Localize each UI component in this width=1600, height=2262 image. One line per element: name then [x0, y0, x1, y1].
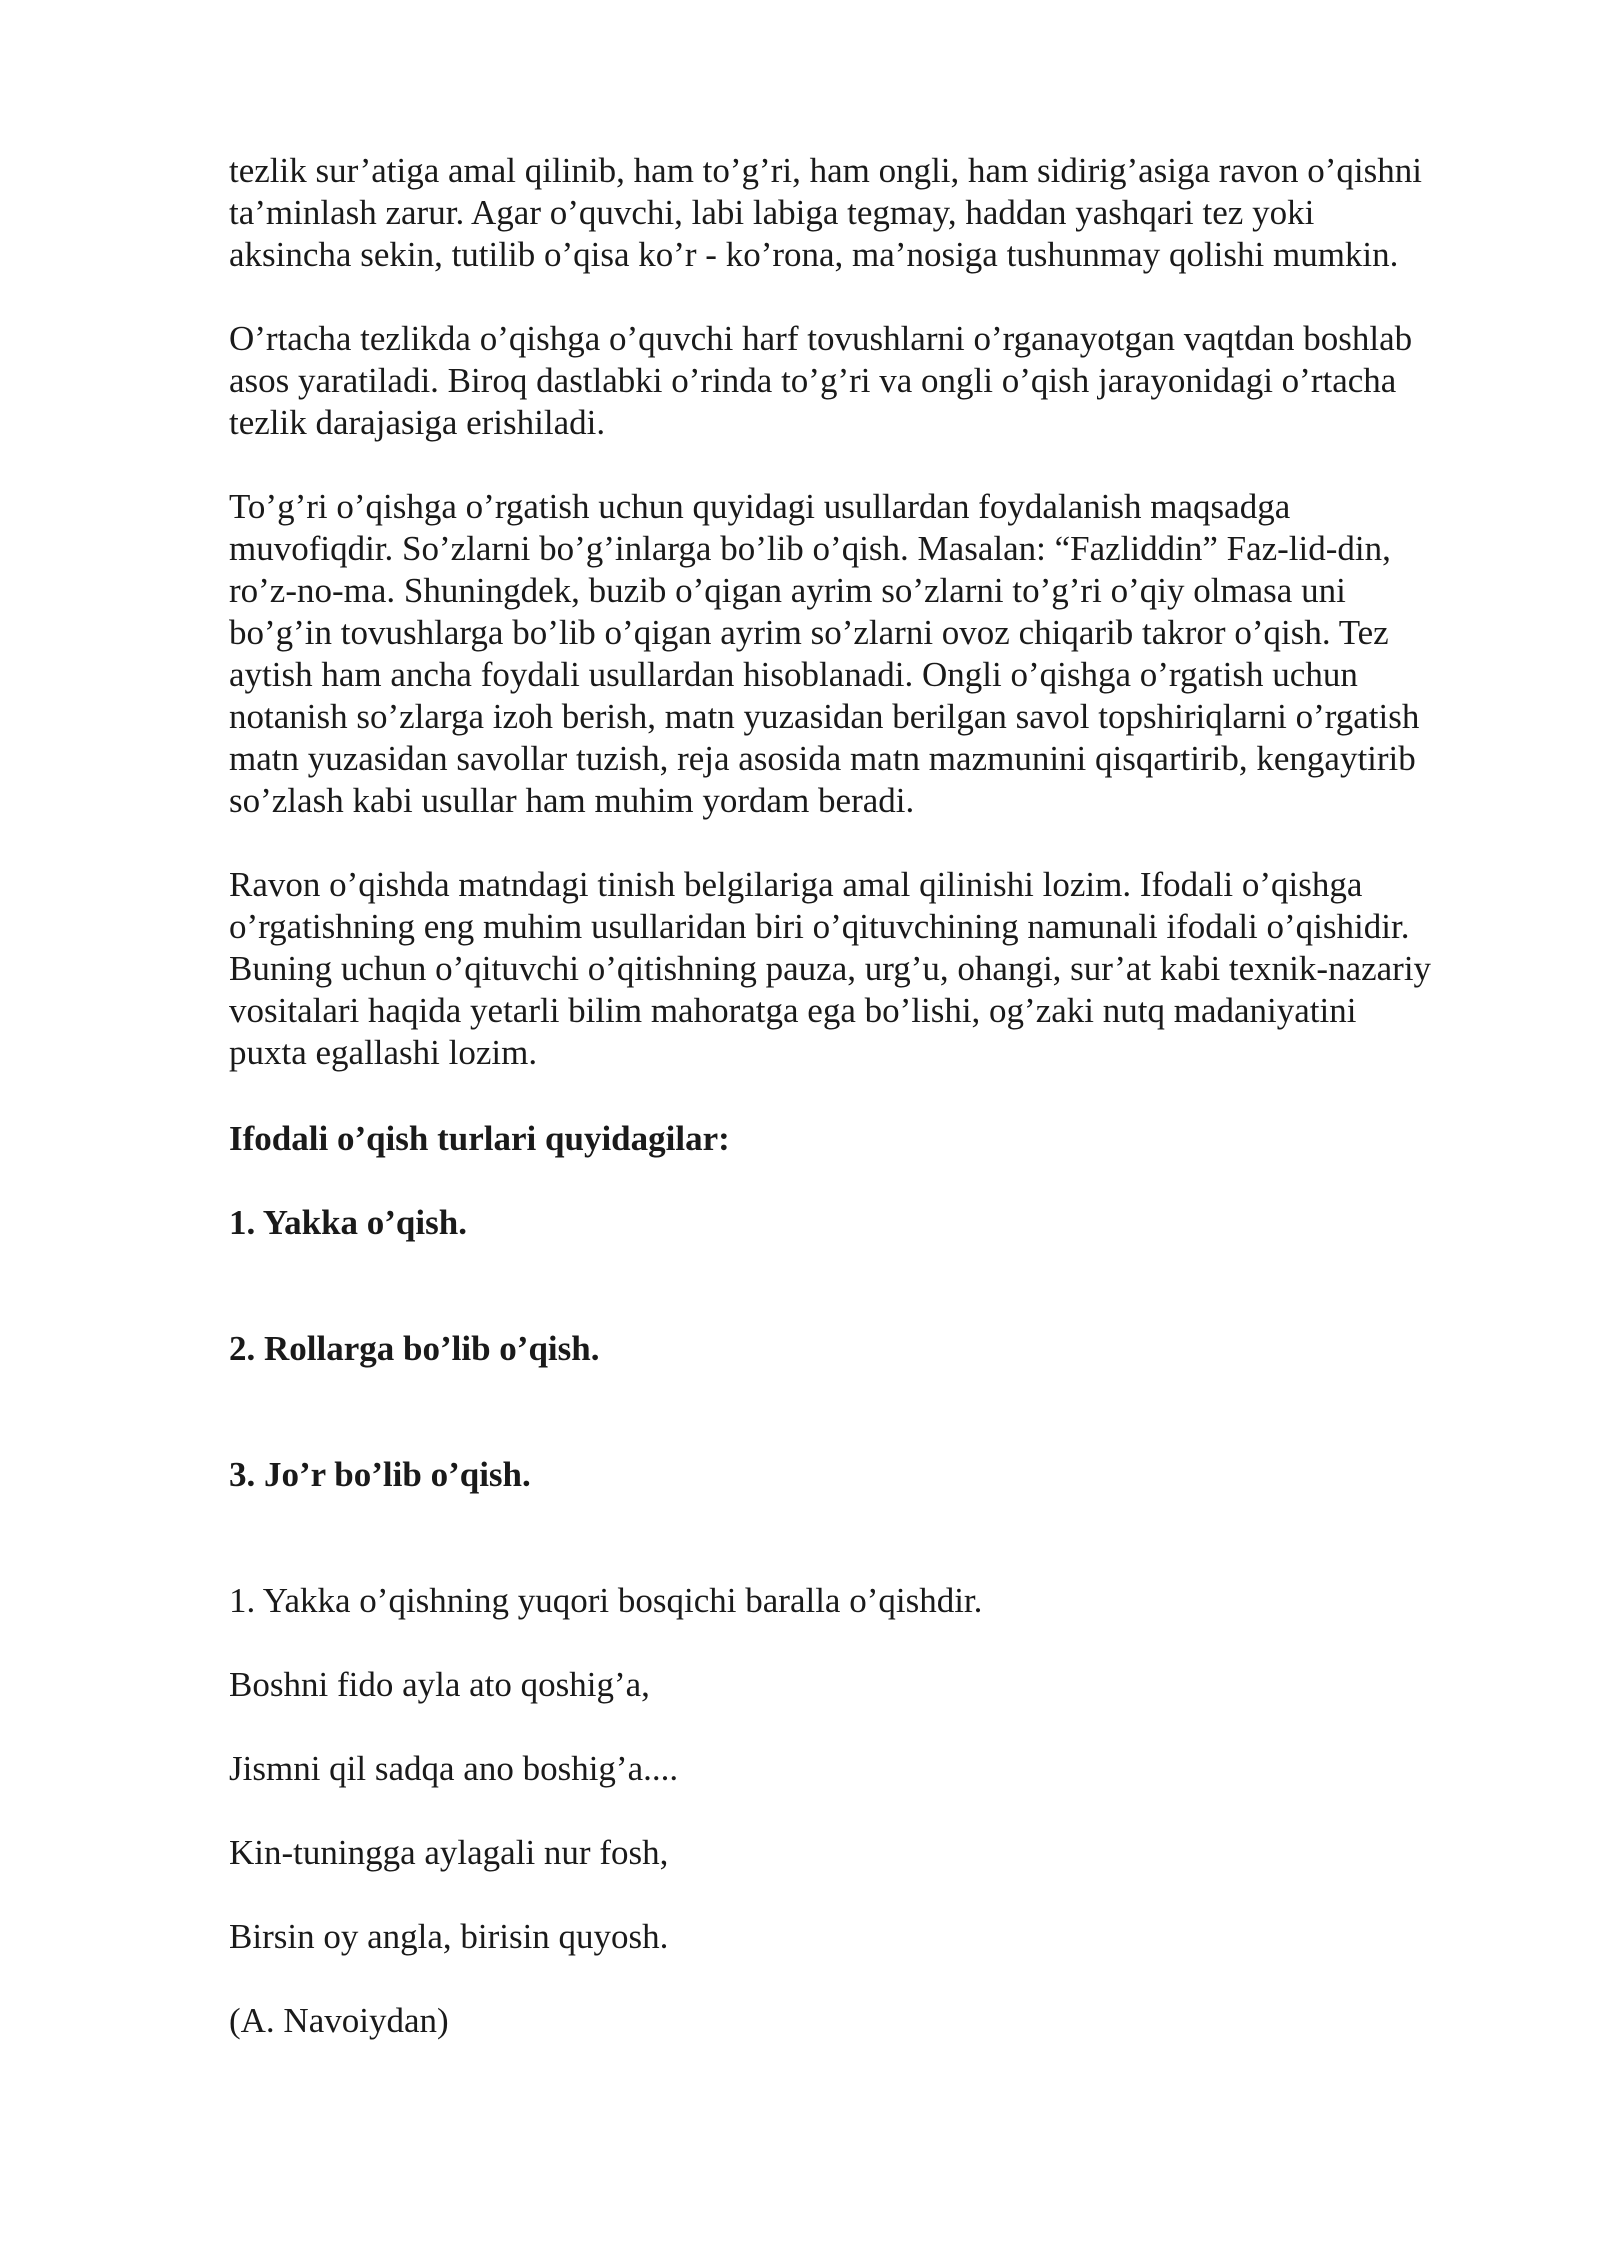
paragraph-fluent-reading	[229, 864, 1489, 1074]
text-line: asos yaratiladi. Biroq dastlabki o’rinda to’g’ri va ongli o’qish jarayonidagi o’rtacha	[229, 361, 1397, 400]
text-line: ro’z-no-ma. Shuningdek, buzib o’qigan ayrim so’zlarni to’g’ri o’qiy olmasa uni	[229, 571, 1346, 610]
text-line: puxta egallashi lozim.	[229, 1033, 538, 1072]
text-line: To’g’ri o’qishga o’rgatish uchun quyidagi usullardan foydalanish maqsadga	[229, 487, 1291, 526]
poem-line: Jismni qil sadqa ano boshig’a....	[229, 1749, 679, 1788]
reading-type-item: 3. Jo’r bo’lib o’qish.	[229, 1455, 531, 1494]
poem-attribution: (A. Navoiydan)	[229, 2001, 449, 2040]
reading-type-item: 1. Yakka o’qish.	[229, 1203, 467, 1242]
text-line: Ravon o’qishda matndagi tinish belgilariga amal qilinishi lozim. Ifodali o’qishga	[229, 865, 1363, 904]
poem-line: Birsin oy angla, birisin quyosh.	[229, 1917, 669, 1956]
text-line: ta’minlash zarur. Agar o’quvchi, labi labiga tegmay, haddan yashqari tez yoki	[229, 193, 1315, 232]
text-line: muvofiqdir. So’zlarni bo’g’inlarga bo’lib o’qish. Masalan: “Fazliddin” Faz-lid-din,	[229, 529, 1391, 568]
reading-type-item: 2. Rollarga bo’lib o’qish.	[229, 1329, 600, 1368]
paragraph-reading-speed	[229, 150, 1489, 276]
text-line: matn yuzasidan savollar tuzish, reja asosida matn mazmunini qisqartirib, kengaytirib	[229, 739, 1416, 778]
text-line: tezlik sur’atiga amal qilinib, ham to’g’ri, ham ongli, ham sidirig’asiga ravon o’qishni	[229, 151, 1422, 190]
paragraph-average-speed	[229, 318, 1489, 444]
poem-line: Boshni fido ayla ato qoshig’a,	[229, 1665, 650, 1704]
poem-line: Kin-tuningga aylagali nur fosh,	[229, 1833, 669, 1872]
text-line: Buning uchun o’qituvchi o’qitishning pauza, urg’u, ohangi, sur’at kabi texnik-nazariy	[229, 949, 1432, 988]
text-line: bo’g’in tovushlarga bo’lib o’qigan ayrim so’zlarni ovoz chiqarib takror o’qish. Tez	[229, 613, 1389, 652]
example-intro: 1. Yakka o’qishning yuqori bosqichi baralla o’qishdir.	[229, 1581, 983, 1620]
reading-types-heading: Ifodali o’qish turlari quyidagilar:	[229, 1119, 730, 1158]
text-line: O’rtacha tezlikda o’qishga o’quvchi harf tovushlarni o’rganayotgan vaqtdan boshlab	[229, 319, 1413, 358]
document-body	[229, 150, 1489, 2042]
text-line: o’rgatishning eng muhim usullaridan biri o’qituvchining namunali ifodali o’qishidir.	[229, 907, 1410, 946]
paragraph-correct-reading-methods	[229, 486, 1489, 822]
text-line: so’zlash kabi usullar ham muhim yordam beradi.	[229, 781, 915, 820]
text-line: aytish ham ancha foydali usullardan hisoblanadi. Ongli o’qishga o’rgatish uchun	[229, 655, 1358, 694]
text-line: aksincha sekin, tutilib o’qisa ko’r - ko’rona, ma’nosiga tushunmay qolishi mumkin.	[229, 235, 1399, 274]
text-line: vositalari haqida yetarli bilim mahoratga ega bo’lishi, og’zaki nutq madaniyatini	[229, 991, 1357, 1030]
text-line: notanish so’zlarga izoh berish, matn yuzasidan berilgan savol topshiriqlarni o’rgatish	[229, 697, 1420, 736]
text-line: tezlik darajasiga erishiladi.	[229, 403, 606, 442]
